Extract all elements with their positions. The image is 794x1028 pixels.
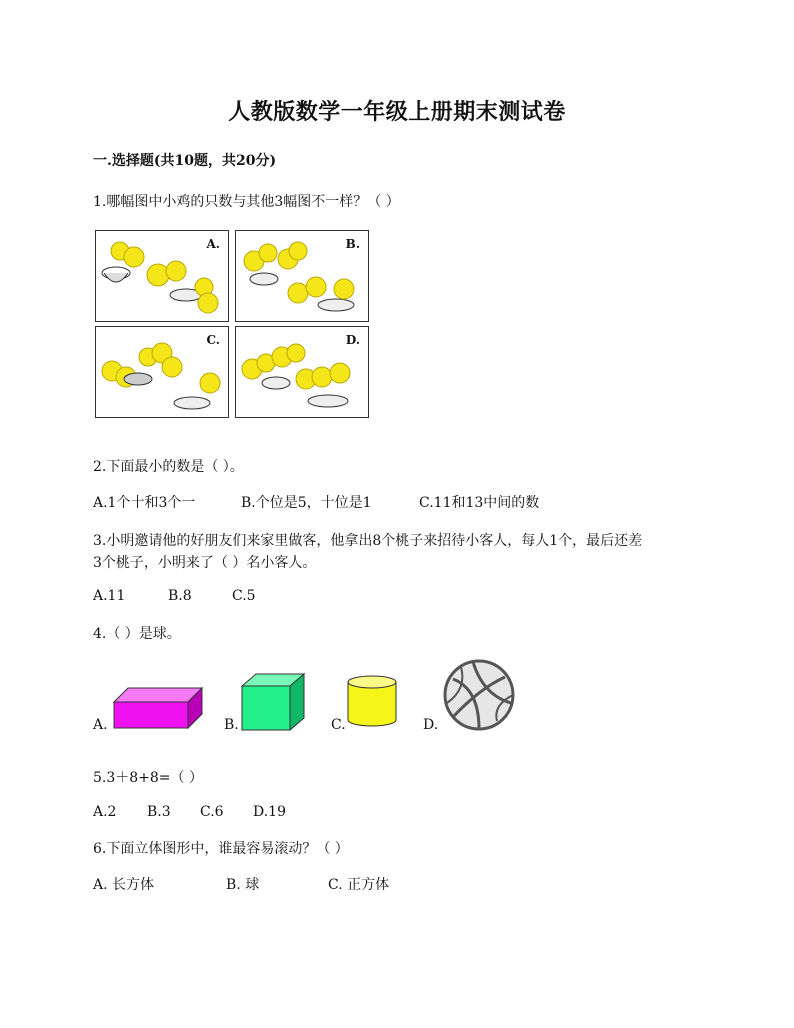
q6-option-a[interactable]: A. 长方体 <box>93 877 155 893</box>
q3-option-c[interactable]: C.5 <box>232 588 256 604</box>
q5-option-b[interactable]: B.3 <box>147 804 171 820</box>
cuboid-shape <box>112 686 204 730</box>
panel-label-c: C. <box>206 333 220 347</box>
q5-option-d[interactable]: D.19 <box>253 804 286 820</box>
q3-option-a[interactable]: A.11 <box>93 588 126 604</box>
chick-panel-d <box>235 326 369 418</box>
question-4-text: 4.（ ）是球。 <box>93 626 181 642</box>
cylinder-shape <box>346 674 398 728</box>
panel-label-d: D. <box>345 333 360 347</box>
section-heading: 一.选择题(共10题，共20分) <box>93 153 277 169</box>
cube-icon <box>240 672 306 732</box>
chick-picture-grid <box>95 230 367 420</box>
question-6-text: 6.下面立体图形中，谁最容易滚动？（ ） <box>93 841 349 857</box>
q2-option-a[interactable]: A.1个十和3个一 <box>93 495 196 511</box>
panel-label-a: A. <box>206 237 220 251</box>
q3-option-b[interactable]: B.8 <box>168 588 192 604</box>
ball-icon <box>443 659 515 731</box>
q4-option-d[interactable]: D. <box>423 717 439 733</box>
chick-panel-c <box>95 326 229 418</box>
q2-option-c[interactable]: C.11和13中间的数 <box>419 495 540 511</box>
ball-shape <box>443 659 515 731</box>
cube-shape <box>240 672 306 732</box>
q4-option-b[interactable]: B. <box>224 717 239 733</box>
panel-label-b: B. <box>345 237 360 251</box>
chick-panel-b <box>235 230 369 322</box>
chick-panel-a <box>95 230 229 322</box>
q5-option-c[interactable]: C.6 <box>200 804 224 820</box>
q6-option-c[interactable]: C. 正方体 <box>328 877 390 893</box>
q5-option-a[interactable]: A.2 <box>93 804 117 820</box>
cylinder-icon <box>346 674 398 728</box>
q6-option-b[interactable]: B. 球 <box>226 877 260 893</box>
q2-option-b[interactable]: B.个位是5，十位是1 <box>241 495 372 511</box>
question-3-line1: 3.小明邀请他的好朋友们来家里做客，他拿出8个桃子来招待小客人，每人1个，最后还差 <box>93 533 643 549</box>
page-title: 人教版数学一年级上册期末测试卷 <box>228 99 566 125</box>
question-2-text: 2.下面最小的数是（ ）。 <box>93 459 244 475</box>
question-5-text: 5.3＋8+8=（ ） <box>93 770 203 786</box>
question-1-text: 1.哪幅图中小鸡的只数与其他3幅图不一样？（ ） <box>93 194 400 210</box>
question-3-line2: 3个桃子，小明来了（ ）名小客人。 <box>93 555 317 571</box>
cuboid-icon <box>112 686 204 730</box>
q4-option-a[interactable]: A. <box>93 717 108 733</box>
q4-option-c[interactable]: C. <box>331 717 346 733</box>
